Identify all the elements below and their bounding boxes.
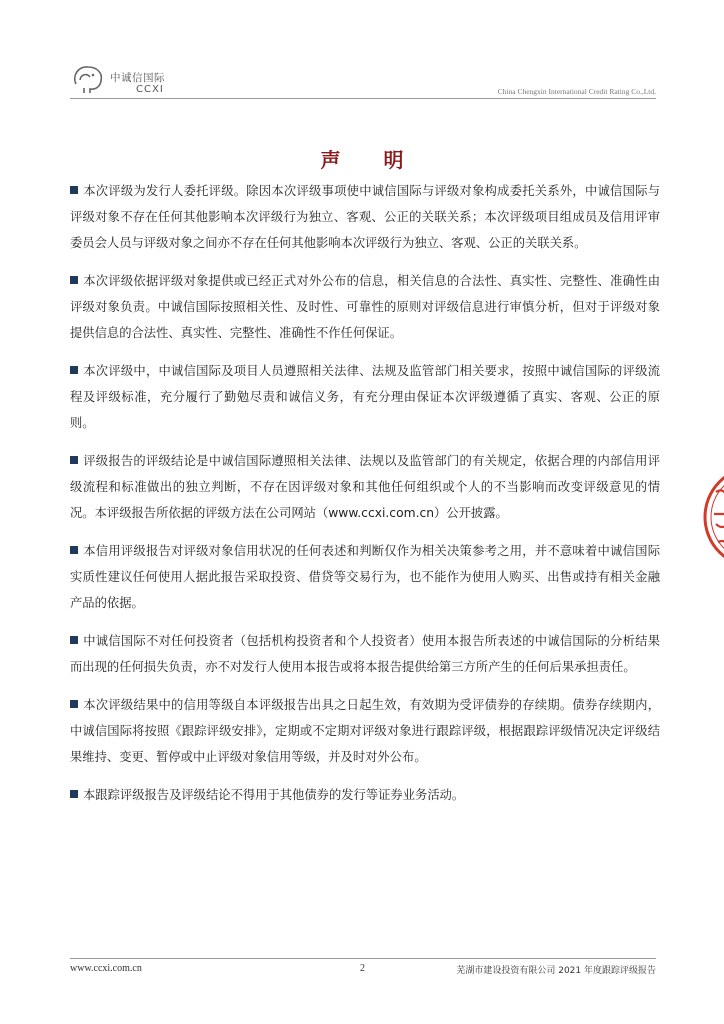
paragraph-text: 本次评级结果中的信用等级自本评级报告出具之日起生效，有效期为受评债券的存续期。债券存续期内，中诚信国际将按照《跟踪评级安排》，定期或不定期对评级对象进行跟踪评级，根据跟踪评级情况决定评级结果维持、变更、暂停或中止评级对象信用等级，并及时对外公布。 — [70, 698, 660, 764]
square-bullet-icon — [70, 546, 78, 554]
declaration-paragraph — [70, 538, 660, 616]
square-bullet-icon — [70, 366, 78, 374]
footer-report-title: 芜湖市建设投资有限公司 2021 年度跟踪评级报告 — [456, 966, 656, 976]
paragraph-text: 中诚信国际不对任何投资者（包括机构投资者和个人投资者）使用本报告所表述的中诚信国际的分析结果而出现的任何损失负责，亦不对发行人使用本报告或将本报告提供给第三方所产生的任何后果承担责任。 — [70, 634, 660, 674]
declaration-paragraph — [70, 268, 660, 346]
company-english-name: China Chengxin International Credit Rating Co.,Ltd. — [497, 87, 656, 96]
declaration-paragraph — [70, 178, 660, 256]
square-bullet-icon — [70, 700, 78, 708]
square-bullet-icon — [70, 276, 78, 284]
elephant-logo-icon — [70, 62, 110, 96]
paragraph-text: 本次评级中，中诚信国际及项目人员遵照相关法律、法规及监管部门相关要求，按照中诚信国际的评级流程及评级标准，充分履行了勤勉尽责和诚信义务，有充分理由保证本次评级遵循了真实、客观、公正的原则。 — [70, 364, 660, 430]
paragraph-text: 本跟踪评级报告及评级结论不得用于其他债券的发行等证券业务活动。 — [83, 788, 465, 802]
square-bullet-icon — [70, 186, 78, 194]
paragraph-text: 本次评级为发行人委托评级。除因本次评级事项使中诚信国际与评级对象构成委托关系外，中诚信国际与评级对象不存在任何其他影响本次评级行为独立、客观、公正的关联关系；本次评级项目组成员及信用评审委员会人员与评级对象之间亦不存在任何其他影响本次评级行为独立、客观、公正的关联关系。 — [70, 184, 660, 250]
square-bullet-icon — [70, 636, 78, 644]
square-bullet-icon — [70, 790, 78, 798]
logo-chinese-name: 中诚信国际 — [110, 72, 165, 84]
declaration-paragraph — [70, 628, 660, 680]
square-bullet-icon — [70, 456, 78, 464]
red-seal-stamp-icon — [700, 462, 724, 572]
page-footer — [70, 958, 656, 978]
page-number: 2 — [360, 963, 365, 974]
ccxi-logo — [70, 62, 180, 98]
declaration-paragraph — [70, 692, 660, 770]
declaration-body — [70, 178, 660, 820]
declaration-paragraph — [70, 448, 660, 526]
page-header — [70, 62, 656, 102]
declaration-paragraph — [70, 782, 660, 808]
footer-website: www.ccxi.com.cn — [70, 963, 142, 974]
paragraph-text: 评级报告的评级结论是中诚信国际遵照相关法律、法规以及监管部门的有关规定，依据合理的内部信用评级流程和标准做出的独立判断，不存在因评级对象和其他任何组织或个人的不当影响而改变评级意见的情况。本评级报告所依据的评级方法在公司网站（www.ccxi.com.cn）公开披露。 — [70, 454, 660, 520]
page-title: 声 明 — [320, 148, 422, 172]
declaration-paragraph — [70, 358, 660, 436]
logo-english-name: CCXI — [136, 84, 164, 95]
footer-divider — [70, 958, 656, 959]
paragraph-text: 本次评级依据评级对象提供或已经正式对外公布的信息，相关信息的合法性、真实性、完整性、准确性由评级对象负责。中诚信国际按照相关性、及时性、可靠性的原则对评级信息进行审慎分析，但对于评级对象提供信息的合法性、真实性、完整性、准确性不作任何保证。 — [70, 274, 660, 340]
header-divider — [70, 98, 656, 99]
paragraph-text: 本信用评级报告对评级对象信用状况的任何表述和判断仅作为相关决策参考之用，并不意味着中诚信国际实质性建议任何使用人据此报告采取投资、借贷等交易行为，也不能作为使用人购买、出售或持有相关金融产品的依据。 — [70, 544, 660, 610]
